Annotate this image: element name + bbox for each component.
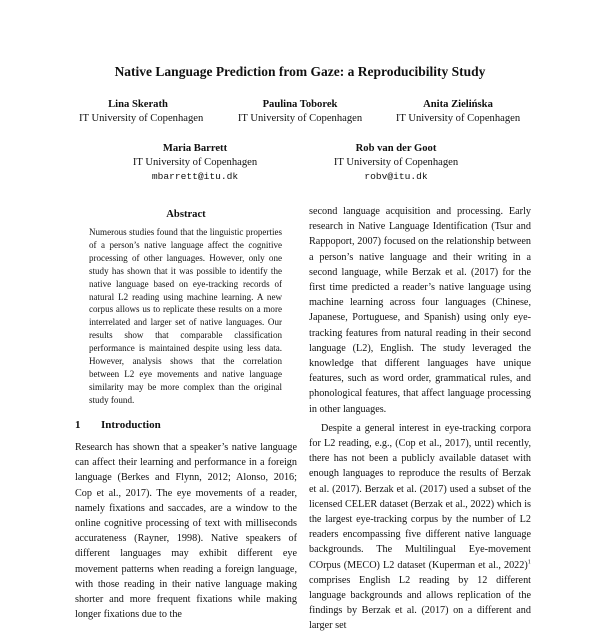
author-block bbox=[115, 142, 275, 184]
right-paragraph-2-continued: comprises English L2 reading by 12 different language backgrounds and allows replication of the findings by Berzak et al. (2017) on a different and larger set bbox=[309, 574, 531, 632]
paper-title: Native Language Prediction from Gaze: a Reproducibility Study bbox=[114, 64, 486, 79]
author-name: Maria Barrett bbox=[162, 143, 228, 154]
author-block bbox=[378, 98, 538, 126]
right-paragraph-1: second language acquisition and processing. Early research in Native Language Identification (Tsur and Rappoport, 2007) focused on the relationship between a person’s native language and their writing in a second language, while Berzak et al. (2017) for the first time predicted a reader’s native language using machine learning across four languages (Chinese, Japanese, Portuguese, and Spanish) using only eye-tracking features from natural reading in their second language (L2), English. The study leveraged the knowledge that different languages have unique features, such as word order, grammatical rules, and phonological features, that affect language processing in other languages. bbox=[309, 206, 531, 415]
author-block bbox=[220, 98, 380, 126]
author-affiliation: IT University of Copenhagen bbox=[333, 157, 459, 168]
right-paragraph-2-text: Despite a general interest in eye-tracking corpora for L2 reading, e.g., (Cop et al., 2017), until recently, there has not been a publicly available dataset with enough languages to reproduce the results of Berzak et al. (2017). Berzak et al. (2017) used a subset of the licensed CELER dataset (Berzak et al., 2022) which is the largest eye-tracking corpus by the number of L2 readers encompassing five different native language backgrounds. The Multilingual Eye-movement COrpus (MECO) L2 dataset (Kuperman et al., 2022) bbox=[309, 422, 531, 571]
section-heading bbox=[75, 419, 161, 431]
section-number: 1 bbox=[75, 419, 81, 431]
abstract-heading: Abstract bbox=[166, 209, 206, 220]
intro-paragraph: Research has shown that a speaker’s native language can affect their learning and performance in a foreign language (Berkes and Flynn, 2012; Alonso, 2016; Cop et al., 2017). The eye movements of a reader, namely fixations and saccades, are a window to the online cognitive processing of text with milliseconds accurateness (Rayner, 1998). Native speakers of different languages may exhibit different eye movement patterns when reading a foreign language, with those reading in their native language making shorter and more frequent fixations while making longer fixations due to the bbox=[75, 442, 297, 621]
author-affiliation: IT University of Copenhagen bbox=[237, 113, 363, 124]
author-name: Lina Skerath bbox=[108, 99, 168, 110]
author-block bbox=[79, 98, 204, 126]
section-title: Introduction bbox=[101, 419, 161, 431]
author-affiliation: IT University of Copenhagen bbox=[395, 113, 521, 124]
author-email[interactable]: mbarrett@itu.dk bbox=[151, 171, 239, 182]
author-block bbox=[316, 142, 476, 184]
right-column bbox=[309, 204, 531, 634]
abstract-body: Numerous studies found that the linguistic properties of a person’s native language affect the cognitive processing of other languages. However, only one study has shown that it was possible to identify the native language based on eye-tracking records of natural L2 reading using machine learning. A new corpus allows us to replicate these results on a more interrelated and larger set of native languages. Our results show that comparable classification performance is maintained despite using less data. However, analysis shows that the correlation between L2 eye movements and native language similarity may be more complex than the original study found. bbox=[89, 227, 282, 405]
author-email[interactable]: robv@itu.dk bbox=[364, 171, 428, 182]
author-affiliation: IT University of Copenhagen bbox=[132, 157, 258, 168]
right-paragraph-2 bbox=[309, 421, 531, 634]
footnote-marker[interactable]: 1 bbox=[527, 558, 531, 566]
author-affiliation: IT University of Copenhagen bbox=[79, 113, 204, 124]
author-name: Paulina Toborek bbox=[262, 99, 338, 110]
author-name: Anita Zielińska bbox=[423, 99, 493, 110]
author-name: Rob van der Goot bbox=[355, 143, 437, 154]
intro-body bbox=[75, 440, 297, 622]
